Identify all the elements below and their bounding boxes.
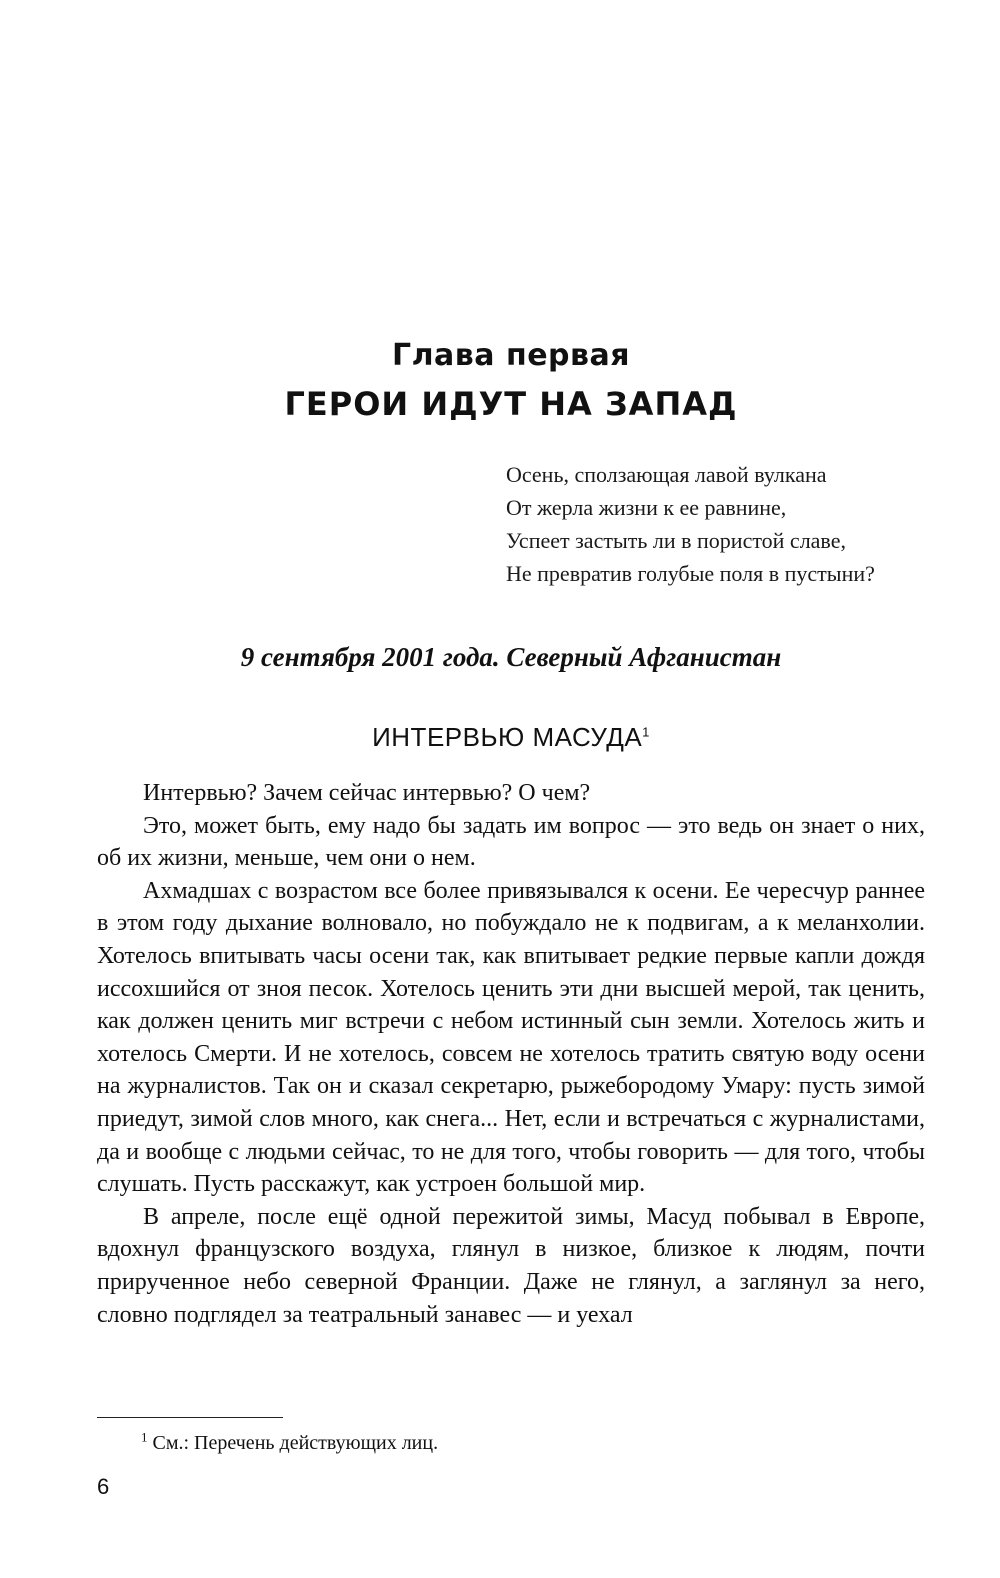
page-number: 6 — [97, 1474, 110, 1499]
dateline: 9 сентября 2001 года. Северный Афганистан — [240, 642, 782, 672]
section-title-text: ИНТЕРВЬЮ МАСУДА — [372, 722, 643, 752]
epigraph — [506, 458, 946, 590]
footnote-text: См.: Перечень действующих лиц. — [152, 1432, 439, 1454]
chapter-title: ГЕРОИ ИДУТ НА ЗАПАД — [284, 385, 738, 423]
epigraph-line: Успеет застыть ли в пористой славе, — [506, 528, 846, 553]
paragraph: Интервью? Зачем сейчас интервью? О чем? — [143, 780, 591, 806]
body-text — [97, 777, 925, 1331]
footnote — [141, 1430, 921, 1456]
paragraph: Ахмадшах с возрастом все более привязывался к осени. Ее чересчур раннее в этом году дыхание волновало, но побуждало не к подвигам, а к меланхолии. Хотелось впитывать часы осени так, как впитывает редкие первые капли дождя иссохшийся от зноя песок. Хотелось ценить эти дни высшей мерой, так ценить, как должен ценить миг встречи с небом истинный сын земли. Хотелось жить и хотелось Смерти. И не хотелось, совсем не хотелось тратить святую воду осени на журналистов. Так он и сказал секретарю, рыжебородому Умару: пусть зимой приедут, зимой слов много, как снега... Нет, если и встречаться с журналистами, да и вообще с людьми сейчас, то не для того, чтобы говорить — для того, чтобы слушать. Пусть расскажут, как устроен большой мир. — [97, 877, 925, 1198]
paragraph: Это, может быть, ему надо бы задать им вопрос — это ведь он знает о них, об их жизни, меньше, чем они о нем. — [97, 812, 925, 872]
footnote-divider — [97, 1417, 283, 1418]
footnote-reference[interactable]: 1 — [642, 724, 650, 740]
epigraph-line: Не превратив голубые поля в пустыни? — [506, 561, 875, 586]
epigraph-line: Осень, сползающая лавой вулкана — [506, 462, 827, 487]
footnote-marker: 1 — [141, 1429, 148, 1445]
chapter-label: Глава первая — [391, 338, 631, 373]
paragraph: В апреле, после ещё одной пережитой зимы, Масуд побывал в Европе, вдохнул французского воздуха, глянул в низкое, близкое к людям, почти прирученное небо северной Франции. Даже не глянул, а заглянул за него, словно подглядел за театральный занавес — и уехал — [97, 1203, 925, 1328]
epigraph-line: От жерла жизни к ее равнине, — [506, 495, 787, 520]
section-title — [97, 722, 925, 753]
